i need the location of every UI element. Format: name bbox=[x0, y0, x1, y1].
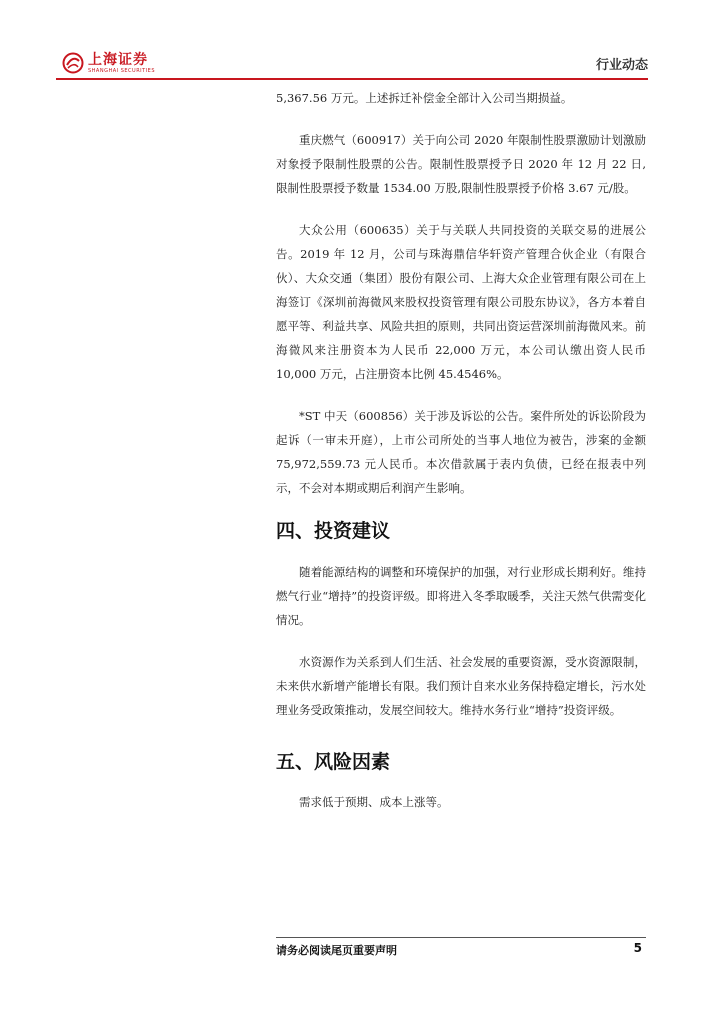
footer-divider bbox=[276, 937, 646, 938]
paragraph: 水资源作为关系到人们生活、社会发展的重要资源，受水资源限制，未来供水新增产能增长有限。我们预计自来水业务保持稳定增长，污水处理业务受政策推动，发展空间较大。维持水务行业“增持”投资评级。 bbox=[276, 655, 646, 717]
company-logo bbox=[62, 52, 155, 74]
logo-chinese-name: 上海证券 bbox=[88, 51, 148, 68]
section-5-title: 五、风险因素 bbox=[276, 751, 391, 773]
page-number: 5 bbox=[633, 941, 642, 955]
page-footer bbox=[276, 937, 646, 961]
paragraph: 需求低于预期、成本上涨等。 bbox=[299, 795, 449, 809]
section-4-title: 四、投资建议 bbox=[276, 520, 391, 542]
paragraph: *ST 中天（600856）关于涉及诉讼的公告。案件所处的诉讼阶段为起诉（一审未开庭），上市公司所处的当事人地位为被告，涉案的金额 75,972,559.73 元人民币。本次借款属于表内负债，已经在报表中列示，不会对本期或期后利润产生影响。 bbox=[276, 409, 646, 495]
footer-disclaimer: 请务必阅读尾页重要声明 bbox=[276, 944, 397, 957]
paragraph: 大众公用（600635）关于与关联人共同投资的关联交易的进展公告。2019 年 12 月，公司与珠海鼎信华轩资产管理合伙企业（有限合伙）、大众交通（集团）股份有限公司、上海大众企业管理有限公司在上海签订《深圳前海微风来股权投资管理有限公司股东协议》，各方本着自愿平等、利益共享、风险共担的原则，共同出资运营深圳前海微风来。前海微风来注册资本为人民币 22,000 万元，本公司认缴出资人民币 10,000 万元，占注册资本比例 45.4546%。 bbox=[276, 223, 646, 381]
logo-english-name: SHANGHAI SECURITIES bbox=[88, 67, 156, 74]
paragraph: 随着能源结构的调整和环境保护的加强，对行业形成长期利好。维持燃气行业“增持”的投资评级。即将进入冬季取暖季，关注天然气供需变化情况。 bbox=[276, 565, 646, 627]
paragraph: 5,367.56 万元。上述拆迁补偿金全部计入公司当期损益。 bbox=[276, 91, 573, 105]
logo-emblem-icon bbox=[62, 52, 84, 74]
header-divider bbox=[56, 78, 648, 80]
page-header bbox=[56, 48, 648, 80]
section-label: 行业动态 bbox=[595, 58, 648, 73]
section-4-body bbox=[276, 560, 646, 740]
section-5-body bbox=[276, 790, 646, 832]
body-text-top bbox=[276, 86, 646, 518]
paragraph: 重庆燃气（600917）关于向公司 2020 年限制性股票激励计划激励对象授予限制性股票的公告。限制性股票授予日 2020 年 12 月 22 日,限制性股票授予数量 1534.00 万股,限制性股票授予价格 3.67 元/股。 bbox=[276, 133, 646, 195]
